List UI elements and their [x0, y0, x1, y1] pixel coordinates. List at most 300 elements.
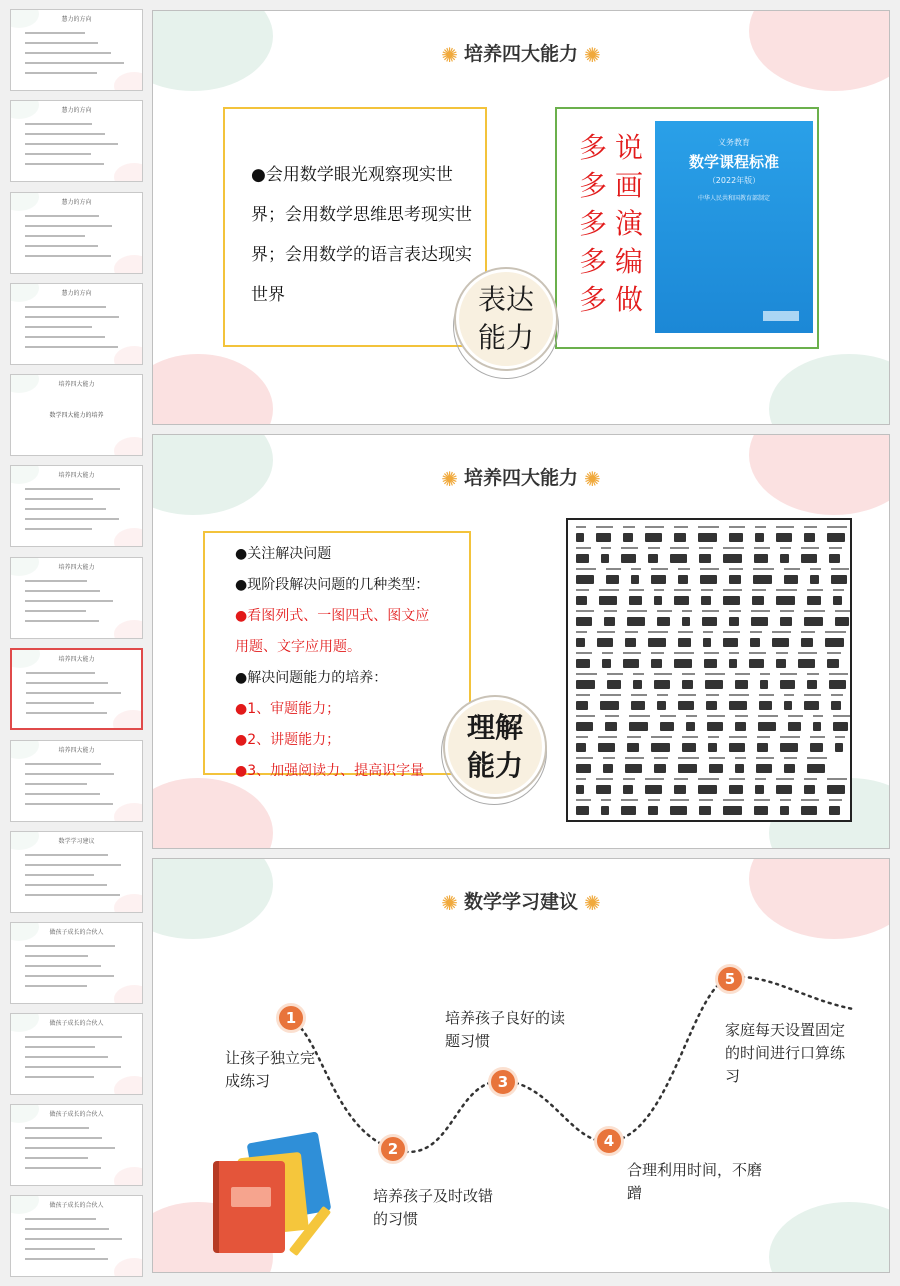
pinyin-mark	[708, 736, 719, 738]
pinyin-mark	[648, 547, 660, 549]
pinyin-mark	[576, 568, 596, 570]
pinyin-mark	[657, 610, 672, 612]
thumb-title: 做孩子成长的合伙人	[49, 929, 104, 936]
thumb-text-line	[25, 884, 107, 886]
character-mark	[729, 743, 745, 752]
character-mark	[623, 533, 633, 542]
character-mark	[701, 596, 711, 605]
character-mark	[678, 575, 688, 584]
thumb-text-line	[25, 326, 92, 328]
step-4-text: 合理利用时间，不磨蹭	[627, 1161, 763, 1202]
character-mark	[698, 533, 717, 542]
thumb-title: 慧力的方向	[61, 199, 92, 206]
pinyin-mark	[604, 610, 617, 612]
pinyin-mark	[784, 568, 800, 570]
pinyin-mark	[597, 631, 615, 633]
sheet-row	[576, 610, 844, 630]
step-1-text: 让孩子独立完成练习	[225, 1049, 316, 1090]
pinyin-mark	[706, 694, 719, 696]
thumb-text-line	[25, 498, 93, 500]
thumb-decoration	[114, 803, 143, 822]
character-mark	[670, 806, 687, 815]
character-mark	[835, 617, 849, 626]
pinyin-mark	[835, 736, 845, 738]
list-line: ●3、加强阅读力、提高识字量	[235, 763, 425, 779]
thumb-text-line	[25, 1066, 121, 1068]
character-mark	[596, 533, 611, 542]
thumb-text-line	[25, 225, 112, 227]
character-mark	[670, 554, 687, 563]
character-mark	[827, 659, 839, 668]
thumb-text-line	[25, 1248, 95, 1250]
character-mark	[621, 554, 636, 563]
thumb-text-line	[25, 1157, 88, 1159]
pinyin-mark	[729, 610, 741, 612]
pinyin-mark	[776, 589, 797, 591]
character-mark	[784, 764, 795, 773]
pinyin-mark	[631, 694, 647, 696]
thumb-text-line	[25, 1056, 108, 1058]
pinyin-mark	[674, 778, 688, 780]
character-mark	[645, 533, 662, 542]
character-mark	[751, 617, 768, 626]
pinyin-mark	[629, 715, 650, 717]
character-mark	[804, 785, 815, 794]
character-mark	[703, 638, 711, 647]
pinyin-mark	[682, 736, 698, 738]
pinyin-mark	[729, 736, 747, 738]
sheet-row	[576, 778, 844, 798]
thumb-decoration	[114, 1076, 143, 1095]
pinyin-mark	[709, 757, 725, 759]
character-mark	[833, 722, 848, 731]
character-mark	[604, 617, 615, 626]
pinyin-mark	[801, 547, 819, 549]
character-mark	[780, 743, 798, 752]
sheet-row	[576, 715, 844, 735]
slide-title: ✺ 培养四大能力 ✺	[441, 466, 601, 491]
books-illustration	[209, 1131, 345, 1261]
thumb-text-line	[25, 215, 99, 217]
character-mark	[648, 638, 666, 647]
slide-thumbnail-2[interactable]	[10, 100, 143, 182]
thumb-decoration	[113, 710, 143, 730]
list-line: ●关注解决问题	[235, 546, 332, 562]
pinyin-mark	[755, 526, 766, 528]
character-mark	[723, 596, 740, 605]
character-mark	[827, 785, 845, 794]
pinyin-mark	[810, 736, 825, 738]
thumb-decoration	[114, 1258, 143, 1277]
thumb-text-line	[25, 488, 120, 490]
character-mark	[678, 701, 694, 710]
thumb-text-line	[25, 580, 87, 582]
thumb-decoration	[114, 255, 143, 274]
character-mark	[576, 680, 595, 689]
pinyin-mark	[776, 526, 794, 528]
sheet-row	[576, 736, 844, 756]
character-mark	[760, 680, 768, 689]
pinyin-mark	[810, 568, 821, 570]
character-mark	[633, 680, 642, 689]
thumb-text-line	[25, 508, 106, 510]
pinyin-mark	[651, 568, 668, 570]
character-mark	[750, 638, 760, 647]
slide-thumbnail-6[interactable]	[10, 465, 143, 547]
slide-thumbnail-10[interactable]	[10, 831, 143, 913]
slide-thumbnail-rail[interactable]	[0, 0, 148, 1286]
character-mark	[623, 659, 639, 668]
thumb-text-line	[25, 316, 119, 318]
thumb-text-line	[25, 773, 114, 775]
character-mark	[596, 785, 611, 794]
pinyin-mark	[829, 799, 842, 801]
character-mark	[576, 743, 586, 752]
character-mark	[648, 806, 658, 815]
character-mark	[674, 785, 686, 794]
pinyin-mark	[780, 799, 791, 801]
thumb-title: 培养四大能力	[58, 747, 95, 754]
pinyin-mark	[654, 589, 664, 591]
character-mark	[807, 596, 821, 605]
character-mark	[735, 680, 748, 689]
character-mark	[699, 554, 711, 563]
character-mark	[706, 701, 717, 710]
thumb-text-line	[25, 32, 85, 34]
pinyin-mark	[660, 715, 676, 717]
slide-thumbnail-11[interactable]	[10, 922, 143, 1004]
character-mark	[648, 554, 658, 563]
thumb-text-line	[26, 672, 95, 674]
thumb-title: 培养四大能力	[58, 472, 95, 479]
pinyin-mark	[651, 652, 664, 654]
character-mark	[780, 680, 795, 689]
pinyin-mark	[699, 799, 713, 801]
character-mark	[678, 764, 697, 773]
thumb-decoration	[114, 894, 143, 913]
pinyin-mark	[729, 694, 749, 696]
pinyin-mark	[754, 799, 770, 801]
character-mark	[801, 554, 817, 563]
pinyin-mark	[807, 757, 827, 759]
list-line: 用题、文字应用题。	[235, 639, 361, 655]
pinyin-mark	[598, 736, 617, 738]
character-mark	[756, 764, 772, 773]
thumb-text-line	[25, 1238, 122, 1240]
pinyin-mark	[645, 526, 664, 528]
pinyin-mark	[576, 757, 593, 759]
character-mark	[654, 680, 670, 689]
thumb-text-line	[25, 143, 118, 145]
character-mark	[605, 722, 617, 731]
character-mark	[699, 806, 711, 815]
thumb-text-line	[25, 52, 111, 54]
thumb-text-line	[25, 975, 114, 977]
character-mark	[801, 806, 817, 815]
pinyin-mark	[729, 526, 745, 528]
pinyin-mark	[780, 736, 800, 738]
pinyin-mark	[682, 673, 695, 675]
character-mark	[772, 638, 789, 647]
character-mark	[825, 638, 844, 647]
thumb-decoration	[114, 1167, 143, 1186]
character-mark	[702, 617, 717, 626]
character-mark	[576, 701, 588, 710]
sheet-row	[576, 631, 844, 651]
slide-thumbnail-9[interactable]	[10, 740, 143, 822]
pinyin-mark	[576, 547, 591, 549]
character-mark	[599, 596, 617, 605]
thumb-text-line	[25, 1036, 122, 1038]
slide-thumbnail-7[interactable]	[10, 557, 143, 639]
pinyin-mark	[801, 799, 819, 801]
pinyin-mark	[807, 673, 819, 675]
text-box	[223, 107, 487, 347]
character-mark	[576, 575, 594, 584]
pinyin-mark	[651, 736, 672, 738]
thumb-text-line	[25, 620, 99, 622]
character-mark	[704, 659, 717, 668]
sheet-row	[576, 799, 844, 819]
list-line: ●看图列式、一图四式、图文应	[235, 608, 430, 624]
character-mark	[674, 659, 692, 668]
list-line: ●1、审题能力；	[235, 701, 341, 717]
character-mark	[753, 575, 772, 584]
step-5-text: 家庭每天设置固定的时间进行口算练习	[725, 1021, 846, 1085]
character-mark	[749, 659, 764, 668]
thumb-text-line	[25, 1258, 108, 1260]
pinyin-mark	[601, 547, 611, 549]
thumb-text-line	[25, 255, 111, 257]
pinyin-mark	[627, 736, 641, 738]
pinyin-mark	[657, 694, 668, 696]
thumb-decoration	[114, 163, 143, 182]
character-mark	[735, 722, 746, 731]
pinyin-mark	[705, 673, 725, 675]
character-mark	[607, 680, 621, 689]
character-mark	[835, 743, 843, 752]
thumb-title: 培养四大能力	[58, 564, 95, 571]
character-mark	[707, 722, 723, 731]
pinyin-mark	[729, 652, 739, 654]
character-mark	[645, 785, 662, 794]
thumb-text-line	[25, 245, 98, 247]
understanding-ability-badge: 理解 能力	[445, 697, 545, 797]
thumb-title: 做孩子成长的合伙人	[49, 1111, 104, 1118]
character-mark	[576, 533, 584, 542]
slide-thumbnail-8[interactable]	[10, 648, 143, 730]
character-mark	[723, 638, 738, 647]
character-mark	[709, 764, 723, 773]
slide-2[interactable]	[152, 434, 890, 849]
sheet-row	[576, 589, 844, 609]
pinyin-mark	[735, 673, 750, 675]
pinyin-mark	[576, 589, 589, 591]
character-mark	[631, 575, 639, 584]
slide-thumbnail-5[interactable]	[10, 374, 143, 456]
pinyin-mark	[599, 589, 619, 591]
pinyin-mark	[621, 547, 638, 549]
pinyin-mark	[750, 631, 762, 633]
pinyin-mark	[596, 778, 613, 780]
pinyin-mark	[576, 799, 591, 801]
character-mark	[682, 743, 696, 752]
thumb-text-line	[25, 306, 106, 308]
thumb-text-line	[25, 123, 92, 125]
character-mark	[651, 743, 670, 752]
image-box	[555, 107, 819, 349]
pinyin-mark	[735, 757, 746, 759]
slide-thumbnail-4[interactable]	[10, 283, 143, 365]
pinyin-mark	[756, 757, 774, 759]
character-mark	[627, 743, 639, 752]
pinyin-mark	[804, 778, 817, 780]
character-mark	[804, 617, 823, 626]
pinyin-mark	[723, 631, 740, 633]
character-mark	[651, 575, 666, 584]
character-mark	[576, 554, 589, 563]
pinyin-mark	[807, 589, 823, 591]
step-2-marker: 2	[378, 1134, 408, 1164]
sheet-row	[576, 757, 844, 777]
sheet-row	[576, 547, 844, 567]
pinyin-mark	[788, 715, 803, 717]
character-mark	[627, 617, 645, 626]
slide-thumbnail-14[interactable]	[10, 1195, 143, 1277]
slide-thumbnail-13[interactable]	[10, 1104, 143, 1186]
pinyin-mark	[576, 631, 587, 633]
character-mark	[780, 806, 789, 815]
pinyin-mark	[707, 715, 725, 717]
character-mark	[754, 554, 768, 563]
thumb-text-line	[25, 803, 113, 805]
character-mark	[735, 764, 744, 773]
sheet-row	[576, 568, 844, 588]
character-mark	[798, 659, 815, 668]
thumb-decoration	[114, 528, 143, 547]
pinyin-mark	[804, 610, 825, 612]
thumb-text-line	[25, 610, 86, 612]
character-mark	[602, 659, 611, 668]
character-mark	[729, 785, 743, 794]
pinyin-mark	[776, 652, 788, 654]
sheet-row	[576, 694, 844, 714]
pinyin-mark	[827, 526, 847, 528]
slide-thumbnail-12[interactable]	[10, 1013, 143, 1095]
character-mark	[788, 722, 801, 731]
pinyin-mark	[605, 715, 619, 717]
pinyin-mark	[776, 778, 794, 780]
thumb-text-line	[25, 1046, 95, 1048]
character-mark	[813, 722, 821, 731]
flower-icon: ✺	[584, 890, 601, 915]
pinyin-mark	[576, 673, 597, 675]
red-text-col-2: 说 画 演 编 做	[615, 131, 644, 316]
thumb-text-line	[25, 793, 100, 795]
pinyin-mark	[825, 631, 846, 633]
pinyin-mark	[674, 526, 688, 528]
pinyin-mark	[602, 652, 613, 654]
pinyin-mark	[629, 589, 644, 591]
pinyin-mark	[701, 589, 713, 591]
list-line: ●2、讲题能力；	[235, 732, 341, 748]
character-mark	[651, 659, 662, 668]
character-mark	[657, 701, 666, 710]
pinyin-mark	[772, 631, 791, 633]
slide-title: ✺ 数学学习建议 ✺	[441, 890, 601, 915]
character-mark	[729, 701, 747, 710]
thumb-text-line	[25, 528, 92, 530]
pinyin-mark	[723, 547, 744, 549]
pinyin-mark	[798, 652, 817, 654]
pinyin-mark	[753, 568, 774, 570]
pinyin-mark	[833, 589, 844, 591]
pinyin-mark	[723, 799, 744, 801]
pinyin-mark	[698, 526, 719, 528]
thumb-body: 数学四大能力的培养	[49, 412, 104, 419]
pinyin-mark	[813, 715, 823, 717]
character-mark	[780, 554, 789, 563]
thumb-text-line	[25, 864, 121, 866]
pinyin-mark	[752, 589, 766, 591]
pinyin-mark	[703, 631, 713, 633]
slide-1[interactable]	[152, 10, 890, 425]
character-mark	[807, 680, 817, 689]
thumb-text-line	[25, 1218, 96, 1220]
slide-thumbnail-1[interactable]	[10, 9, 143, 91]
pinyin-mark	[804, 526, 817, 528]
pinyin-mark	[723, 589, 742, 591]
thumb-text-line	[25, 62, 124, 64]
character-mark	[700, 575, 717, 584]
pinyin-mark	[754, 547, 770, 549]
character-mark	[576, 764, 591, 773]
pinyin-mark	[576, 652, 592, 654]
thumb-text-line	[25, 945, 115, 947]
character-mark	[807, 764, 825, 773]
pinyin-mark	[654, 757, 668, 759]
slide-thumbnail-3[interactable]	[10, 192, 143, 274]
pinyin-mark	[576, 736, 588, 738]
character-mark	[776, 596, 795, 605]
pinyin-mark	[623, 778, 635, 780]
character-mark	[829, 554, 840, 563]
pinyin-mark	[735, 715, 748, 717]
pinyin-mark	[623, 652, 641, 654]
pinyin-mark	[678, 757, 699, 759]
pinyin-mark	[827, 778, 847, 780]
thumb-text-line	[26, 682, 108, 684]
character-mark	[674, 596, 689, 605]
curriculum-book-image: 义务教育 数学课程标准 （2022年版） 中华人民共和国教育部制定	[655, 121, 813, 333]
character-mark	[755, 785, 764, 794]
sheet-row	[576, 526, 844, 546]
thumb-text-line	[25, 965, 101, 967]
character-mark	[804, 533, 815, 542]
pinyin-mark	[751, 610, 770, 612]
thumb-text-line	[25, 336, 105, 338]
thumb-title: 培养四大能力	[58, 381, 95, 388]
pinyin-mark	[648, 799, 660, 801]
character-mark	[804, 701, 819, 710]
character-mark	[576, 596, 587, 605]
slide-3[interactable]	[152, 858, 890, 1273]
character-mark	[682, 680, 693, 689]
step-5-marker: 5	[715, 964, 745, 994]
pinyin-mark	[801, 631, 815, 633]
thumb-decoration	[114, 72, 143, 91]
list-line: ●现阶段解决问题的几种类型：	[235, 577, 430, 593]
